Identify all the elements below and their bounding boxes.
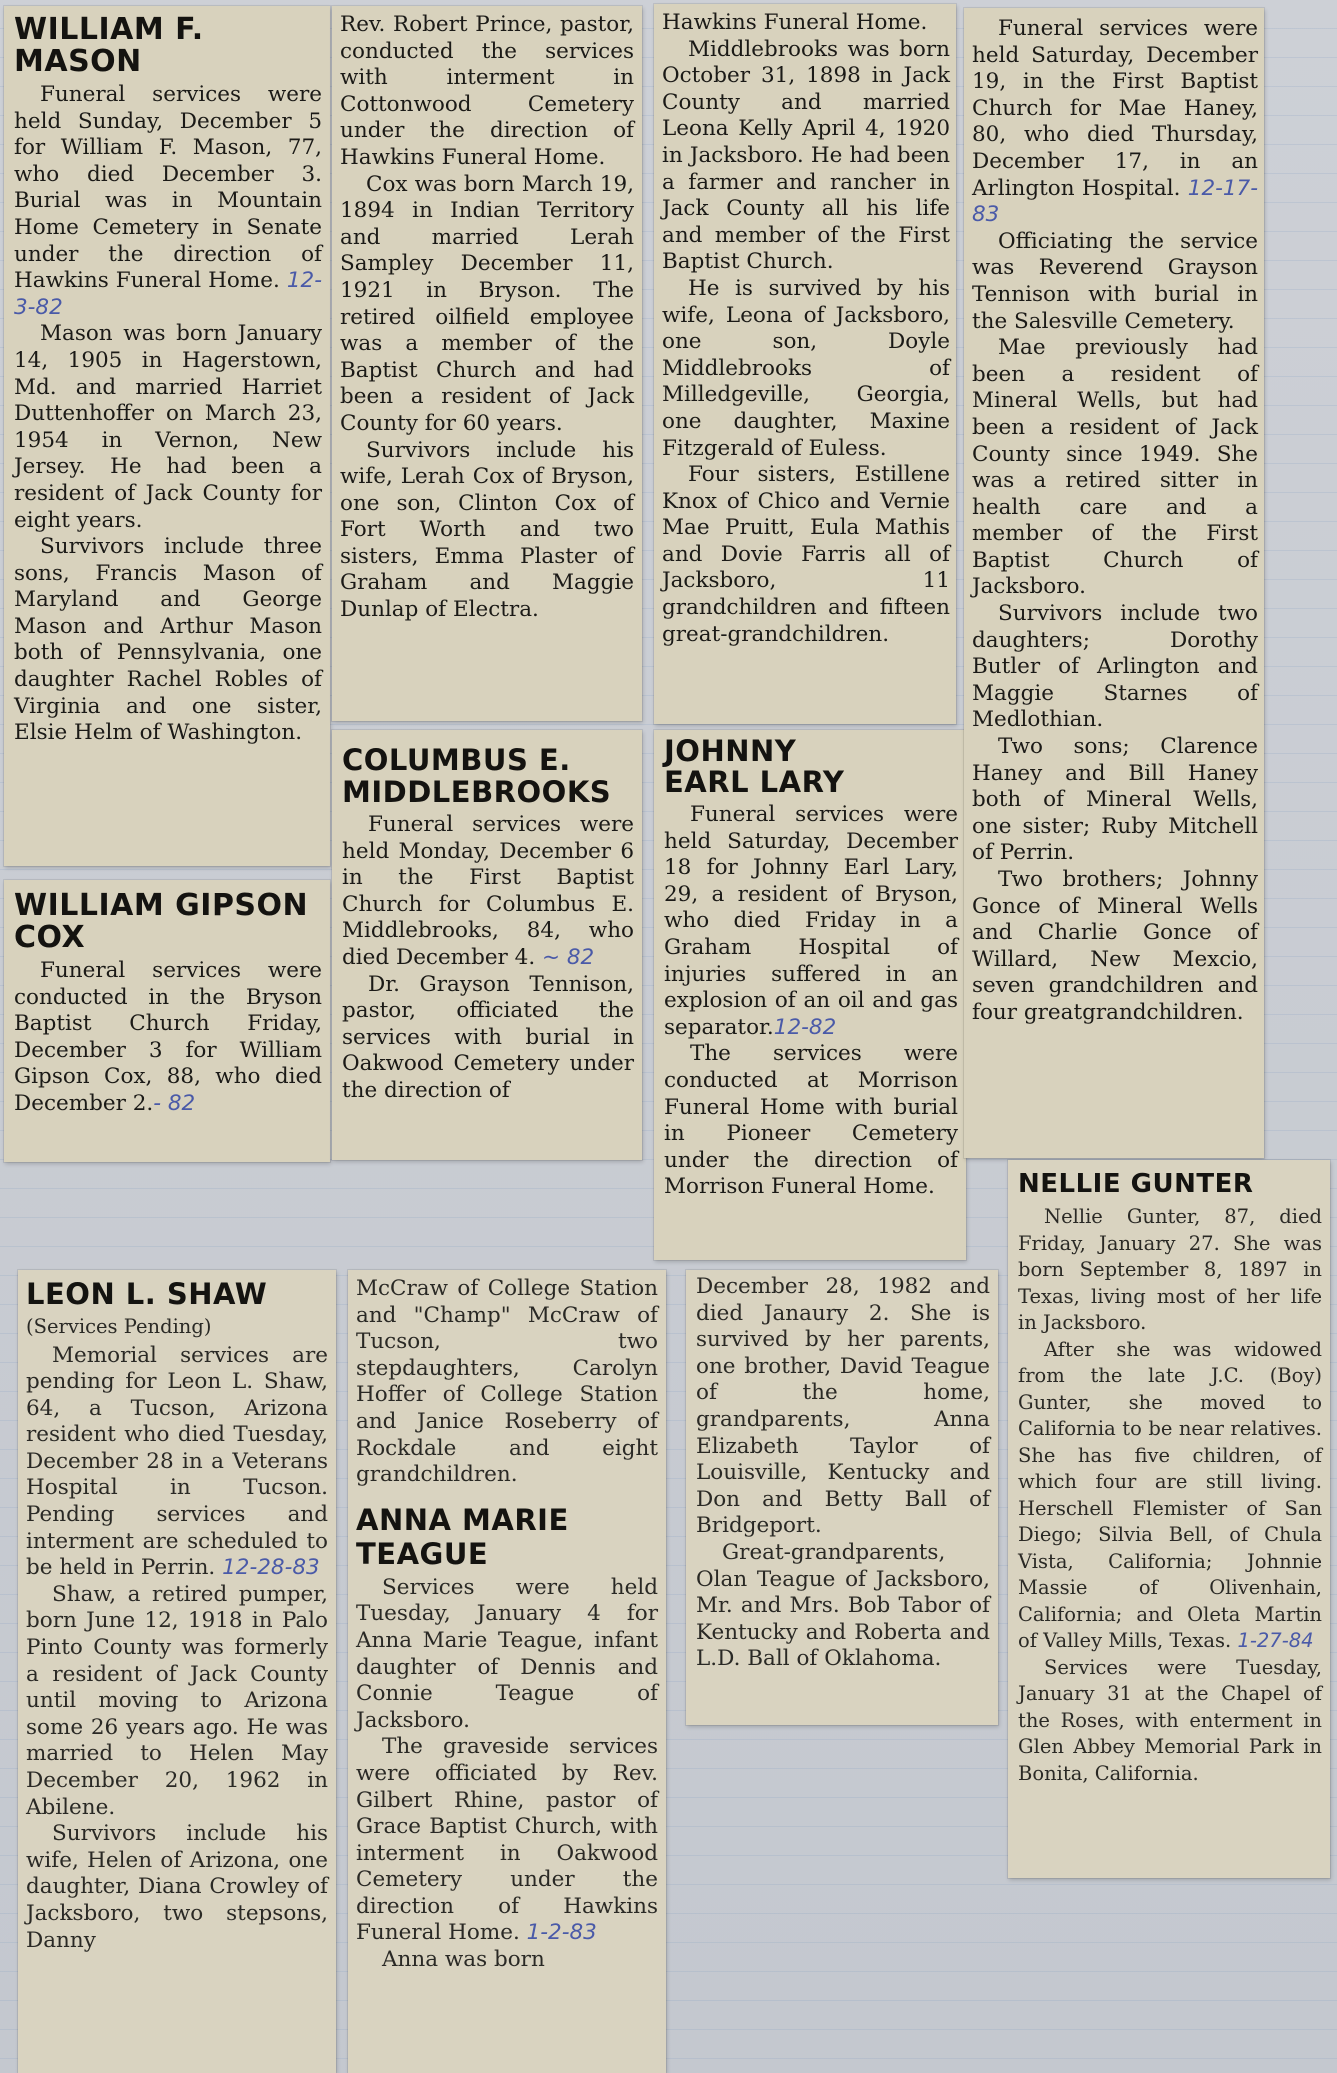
obituary-paragraph: Four sisters, Estillene Knox of Chico and Vernie Mae Pruitt, Eula Mathis and Dovie Farris all of Jacksboro, 11 grandchildren and fifteen great-grandchildren. (662, 462, 950, 647)
obituary-leon-l-shaw (18, 1270, 336, 2073)
obituary-william-gipson-cox (4, 880, 330, 1162)
obituary-paragraph: McCraw of College Station and "Champ" McCraw of Tucson, two stepdaughters, Carolyn Hoffer of College Station and Janice Roseberry of Rockdale and eight grandchildren. (356, 1276, 658, 1488)
handwritten-date: ~ 82 (542, 944, 595, 970)
obituary-columbus-e-middlebrooks-continued (654, 4, 956, 724)
obituary-paragraph: He is survived by his wife, Leona of Jacksboro, one son, Doyle Middlebrooks of Milledgeville, Georgia, one daughter, Maxine Fitzgerald of Euless. (662, 275, 950, 461)
obituary-paragraph: Funeral services were held Sunday, December 5 for William F. Mason, 77, who died December 3. Burial was in Mountain Home Cemetery in Senate under the direction of Hawkins Funeral Home. 12-3-82 (14, 82, 322, 320)
obituary-paragraph: Survivors include two daughters; Dorothy Butler of Arlington and Maggie Starnes of Medlothian. (972, 601, 1258, 733)
obituary-paragraph: Two brothers; Johnny Gonce of Mineral Wells and Charlie Gonce of Willard, New Mexcio, seven grandchildren and four greatgrandchildren. (972, 867, 1258, 1025)
obituary-nellie-gunter (1008, 1160, 1330, 1878)
obituary-paragraph: Mason was born January 14, 1905 in Hagerstown, Md. and married Harriet Duttenhoffer on March 23, 1954 in Vernon, New Jersey. He had been a resident of Jack County for eight years. (14, 321, 322, 533)
handwritten-date: 1-2-83 (526, 1920, 597, 1946)
obituary-paragraph: Funeral services were held Saturday, December 19, in the First Baptist Church for Mae Haney, 80, who died Thursday, December 17, in an Arlington Hospital. 12-17-83 (972, 16, 1258, 228)
obituary-paragraph: Cox was born March 19, 1894 in Indian Territory and married Lerah Sampley December 11, 1921 in Bryson. The retired oilfield employee was a member of the Baptist Church and had been a resident of Jack County for 60 years. (340, 171, 634, 436)
obituary-subtitle: (Services Pending) (26, 1315, 212, 1338)
obituary-paragraph: Middlebrooks was born October 31, 1898 in Jack County and married Leona Kelly April 4, 1920 in Jacksboro. He had been a farmer and rancher in Jack County all his life and member of the First Baptist Church. (662, 36, 950, 275)
obituary-william-gipson-cox-continued (332, 6, 642, 721)
handwritten-date: 12-28-83 (222, 1555, 320, 1581)
obituary-paragraph: After she was widowed from the late J.C. (Boy) Gunter, she moved to California to be near relatives. She has five children, of which four are still living. Herschell Flemister of San Diego; Silvia Bell, of Chula Vista, California; Johnnie Massie of Olivenhain, California; and Oleta Martin of Valley Mills, Texas. 1-27-84 (1018, 1337, 1322, 1652)
obituary-william-f-mason (4, 6, 330, 866)
handwritten-date: 12-17-83 (972, 175, 1258, 228)
handwritten-date: 1-27-84 (1237, 1629, 1314, 1652)
obituary-anna-marie-teague (348, 1270, 666, 2073)
obituary-paragraph: Dr. Grayson Tennison, pastor, officiated the services with burial in Oakwood Cemetery under the direction of (342, 971, 634, 1103)
obituary-paragraph: Two sons; Clarence Haney and Bill Haney both of Mineral Wells, one sister; Ruby Mitchell of Perrin. (972, 734, 1258, 866)
obituary-paragraph: Mae previously had been a resident of Mineral Wells, but had been a resident of Jack County since 1949. She was a retired sitter in health care and a member of the First Baptist Church of Jacksboro. (972, 335, 1258, 600)
obituary-mae-haney (964, 8, 1264, 1158)
obituary-paragraph: Anna was born (382, 1947, 545, 1973)
obituary-johnny-earl-lary (654, 730, 966, 1260)
handwritten-date: 12-3-82 (14, 268, 322, 320)
obituary-title: NELLIE GUNTER (1018, 1169, 1254, 1199)
obituary-title: WILLIAM F. MASON (14, 12, 204, 79)
obituary-title: LEON L. SHAW (26, 1277, 268, 1311)
obituary-paragraph: Funeral services were held Monday, December 6 in the First Baptist Church for Columbus E. Middlebrooks, 84, who died December 4. ~ 82 (342, 812, 634, 970)
obituary-paragraph: Rev. Robert Prince, pastor, conducted the services with interment in Cottonwood Cemetery under the direction of Hawkins Funeral Home. (340, 12, 634, 170)
obituary-paragraph: Funeral services were held Saturday, December 18 for Johnny Earl Lary, 29, a resident of Bryson, who died Friday in a Graham Hospital of injuries suffered in an explosion of an oil and gas separator.12-82 (664, 802, 958, 1040)
obituary-paragraph: Survivors include his wife, Helen of Arizona, one daughter, Diana Crowley of Jacksboro, two stepsons, Danny (26, 1821, 328, 1953)
obituary-paragraph: Memorial services are pending for Leon L. Shaw, 64, a Tucson, Arizona resident who died Tuesday, December 28 in a Veterans Hospital in Tucson. Pending services and interment are scheduled to be held in Perrin. 12-28-83 (26, 1342, 328, 1581)
obituary-title: ANNA MARIE TEAGUE (356, 1502, 569, 1571)
obituary-paragraph: The graveside services were officiated by Rev. Gilbert Rhine, pastor of Grace Baptist Church, with interment in Oakwood Cemetery under the direction of Hawkins Funeral Home. 1-2-83 (356, 1734, 658, 1946)
obituary-title: JOHNNY EARL LARY (664, 734, 845, 799)
obituary-paragraph: Survivors include his wife, Lerah Cox of Bryson, one son, Clinton Cox of Fort Worth and two sisters, Emma Plaster of Graham and Maggie Dunlap of Electra. (340, 437, 634, 623)
obituary-paragraph: Nellie Gunter, 87, died Friday, January 27. She was born September 8, 1897 in Texas, living most of her life in Jacksboro. (1018, 1205, 1322, 1334)
obituary-paragraph: Officiating the service was Reverend Grayson Tennison with burial in the Salesville Cemetery. (972, 228, 1258, 334)
obituary-paragraph: Hawkins Funeral Home. (662, 10, 928, 35)
obituary-paragraph: Great-grandparents, Olan Teague of Jacksboro, Mr. and Mrs. Bob Tabor of Kentucky and Roberta and L.D. Ball of Oklahoma. (696, 1539, 990, 1672)
handwritten-date: - 82 (153, 1090, 196, 1116)
obituary-paragraph: December 28, 1982 and died Janaury 2. She is survived by her parents, one brother, David Teague of the home, grandparents, Anna Elizabeth Taylor of Louisville, Kentucky and Don and Betty Ball of Bridgeport. (696, 1274, 990, 1539)
obituary-title: COLUMBUS E. MIDDLEBROOKS (342, 743, 612, 809)
obituary-paragraph: The services were conducted at Morrison Funeral Home with burial in Pioneer Cemetery under the direction of Morrison Funeral Home. (664, 1041, 958, 1200)
obituary-anna-marie-teague-continued (686, 1270, 998, 1725)
obituary-paragraph: Services were Tuesday, January 31 at the Chapel of the Roses, with enterment in Glen Abbey Memorial Park in Bonita, California. (1018, 1655, 1322, 1785)
obituary-title: WILLIAM GIPSON COX (14, 888, 309, 955)
obituary-paragraph: Survivors include three sons, Francis Mason of Maryland and George Mason and Arthur Mason both of Pennsylvania, one daughter Rachel Robles of Virginia and one sister, Elsie Helm of Washington. (14, 534, 322, 746)
handwritten-date: 12-82 (773, 1014, 837, 1040)
obituary-columbus-e-middlebrooks (332, 730, 642, 1160)
obituary-paragraph: Services were held Tuesday, January 4 for Anna Marie Teague, infant daughter of Dennis and Connie Teague of Jacksboro. (356, 1574, 658, 1733)
obituary-paragraph: Funeral services were conducted in the Bryson Baptist Church Friday, December 3 for William Gipson Cox, 88, who died December 2.- 82 (14, 958, 322, 1116)
obituary-paragraph: Shaw, a retired pumper, born June 12, 1918 in Palo Pinto County was formerly a resident of Jack County until moving to Arizona some 26 years ago. He was married to Helen May December 20, 1962 in Abilene. (26, 1581, 328, 1820)
